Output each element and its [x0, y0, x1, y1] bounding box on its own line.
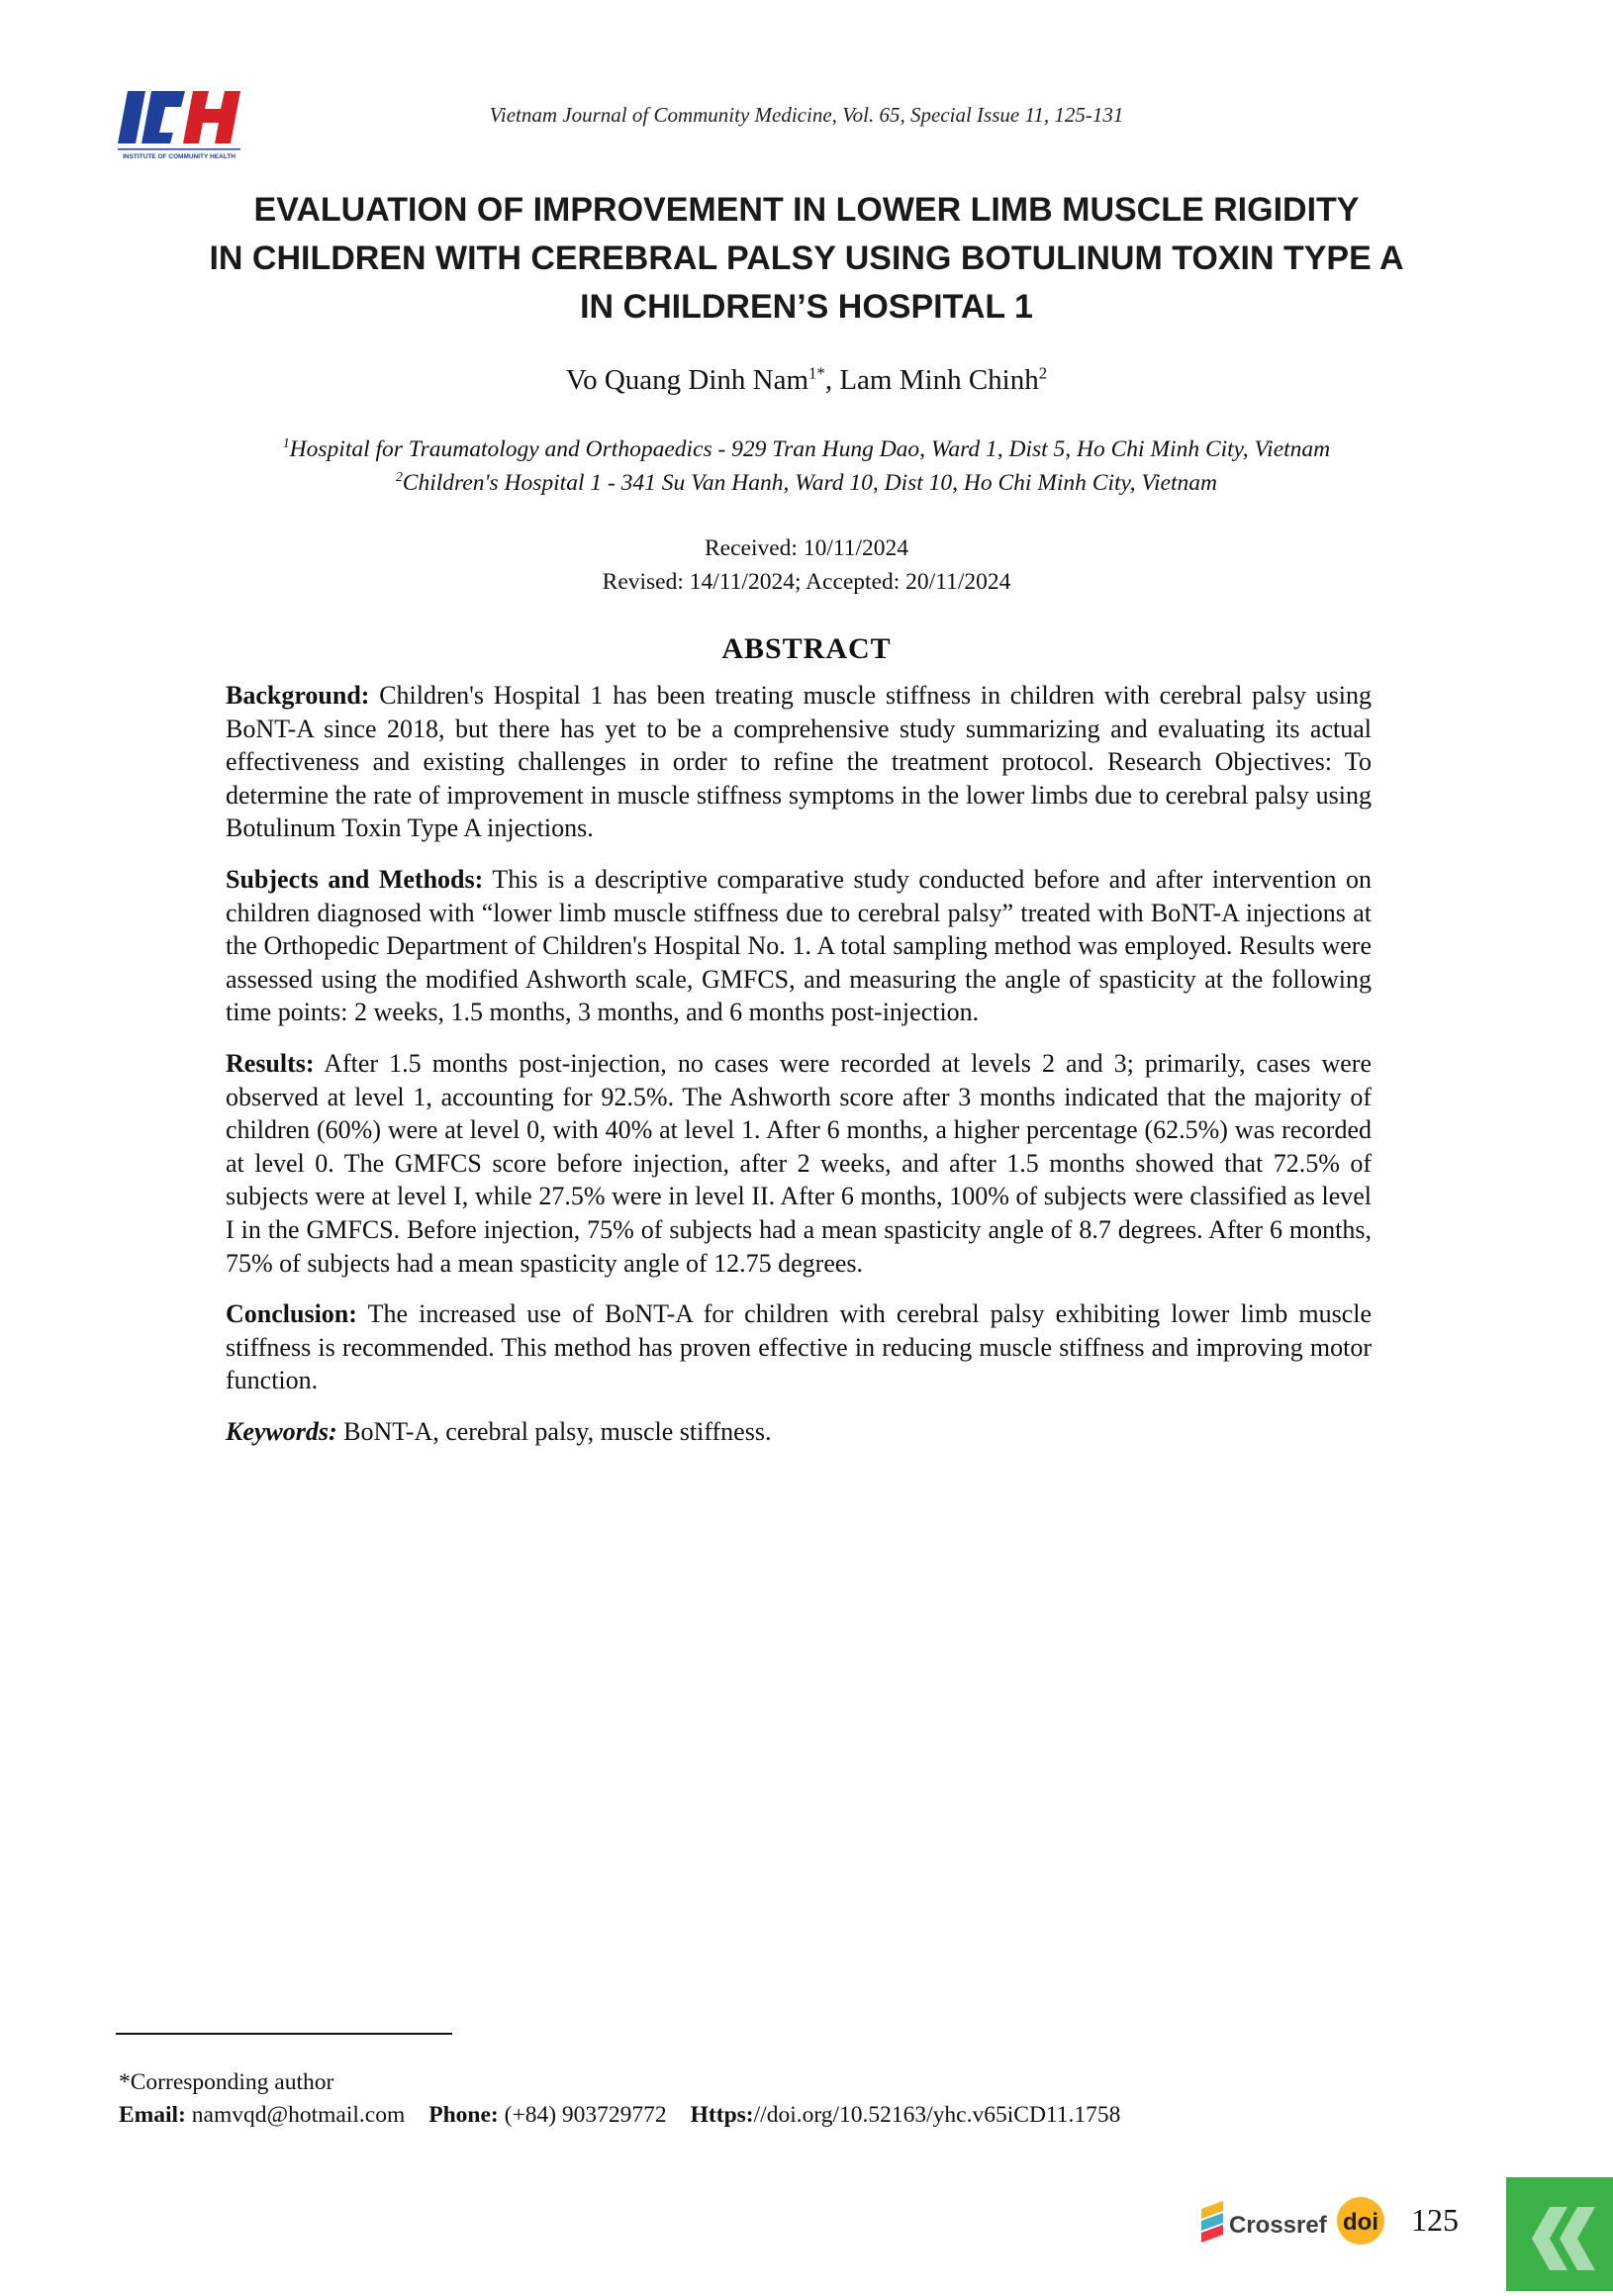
crossref-label: Crossref [1229, 2212, 1327, 2239]
logo-caption: INSTITUTE OF COMMUNITY HEALTH [123, 153, 236, 160]
abstract-methods: Subjects and Methods: This is a descriptive comparative study conducted before and after intervention on children diagnosed with “lower limb muscle stiffness due to cerebral palsy” treated with BoNT-A injections at the Orthopedic Department of Children's Hospital No. 1. A total sampling method was employed. Results were assessed using the modified Ashworth scale, GMFCS, and measuring the angle of spasticity at the following time points: 2 weeks, 1.5 months, 3 months, and 6 months post-injection. [226, 864, 1373, 1027]
title-line: EVALUATION OF IMPROVEMENT IN LOWER LIMB MUSCLE RIGIDITY [253, 191, 1360, 229]
author-affiliation-mark: 1* [808, 363, 825, 383]
crossref-logo-icon [1201, 2201, 1223, 2243]
footnote-divider [116, 2033, 452, 2035]
article-title [99, 186, 1514, 332]
institute-logo [116, 89, 244, 163]
corresponding-author-note: *Corresponding author [119, 2069, 334, 2095]
received-date: Received: 10/11/2024 [704, 535, 908, 561]
crossref-doi-badge[interactable] [1199, 2195, 1392, 2250]
abstract-heading: ABSTRACT [721, 632, 892, 665]
affiliation: $^2$Children's Hospital 1 - 341 Su Van Hanh, Ward 10, Dist 10, Ho Chi Minh City, Vietnam [395, 469, 1217, 496]
title-line: IN CHILDREN’S HOSPITAL 1 [580, 288, 1033, 326]
double-chevron-left-icon [1506, 2177, 1613, 2291]
doi-link[interactable]: //doi.org/10.52163/yhc.v65iCD11.1758 [753, 2102, 1121, 2128]
revised-accepted-date: Revised: 14/11/2024; Accepted: 20/11/2024 [602, 569, 1011, 595]
journal-reference: Vietnam Journal of Community Medicine, Vol. 65, Special Issue 11, 125-131 [489, 103, 1124, 127]
phone-number: (+84) 903729772 [504, 2102, 667, 2128]
title-line: IN CHILDREN WITH CEREBRAL PALSY USING BOTULINUM TOXIN TYPE A [209, 239, 1404, 277]
page-number: 125 [1411, 2202, 1459, 2238]
abstract-conclusion: Conclusion: The increased use of BoNT-A for children with cerebral palsy exhibiting lower limb muscle stiffness is recommended. This method has proven effective in reducing muscle stiffness and improving motor function. [226, 1299, 1373, 1395]
page-corner-tab [1506, 2177, 1613, 2291]
affiliations [99, 432, 1514, 500]
article-dates [99, 531, 1514, 599]
abstract-results: Results: After 1.5 months post-injection, no cases were recorded at levels 2 and 3; primarily, cases were observed at level 1, accounting for 92.5%. The Ashworth score after 3 months indicated that the majority of children (60%) were at level 0, with 40% at level 1. After 6 months, a higher percentage (62.5%) was recorded at level 0. The GMFCS score before injection, after 2 weeks, and after 1.5 months showed that 72.5% of subjects were at level I, while 27.5% were in level II. After 6 months, 100% of subjects were classified as level I in the GMFCS. Before injection, 75% of subjects had a mean spasticity angle of 8.7 degrees. After 6 months, 75% of subjects had a mean spasticity angle of 12.75 degrees. [226, 1048, 1372, 1278]
email-link[interactable]: namvqd@hotmail.com [191, 2102, 406, 2128]
author-name: Lam Minh Chinh [839, 364, 1039, 396]
footnote [119, 2066, 1120, 2132]
author-list: Vo Quang Dinh Nam$^{1*}$, Lam Minh Chinh$^2$ [565, 363, 1048, 396]
abstract-body [226, 679, 1372, 1466]
affiliation: $^1$Hospital for Traumatology and Orthopaedics - 929 Tran Hung Dao, Ward 1, Dist 5, Ho Chi Minh City, Vietnam [282, 435, 1331, 462]
contact-line: Email: namvqd@hotmail.com Phone: (+84) 903729772 Https://doi.org/10.52163/yhc.v65iCD11.1758 [119, 2102, 1121, 2128]
abstract-background: Background: Children's Hospital 1 has been treating muscle stiffness in children with cerebral palsy using BoNT-A since 2018, but there has yet to be a comprehensive study summarizing and evaluating its actual effectiveness and existing challenges in order to refine the treatment protocol. Research Objectives: To determine the rate of improvement in muscle stiffness symptoms in the lower limbs due to cerebral palsy using Botulinum Toxin Type A injections. [226, 681, 1373, 843]
author-name: Vo Quang Dinh Nam [565, 364, 809, 396]
abstract-keywords: Keywords: BoNT-A, cerebral palsy, muscle stiffness. [226, 1416, 772, 1446]
doi-badge-label: doi [1343, 2209, 1378, 2236]
author-affiliation-mark: 2 [1038, 363, 1048, 383]
